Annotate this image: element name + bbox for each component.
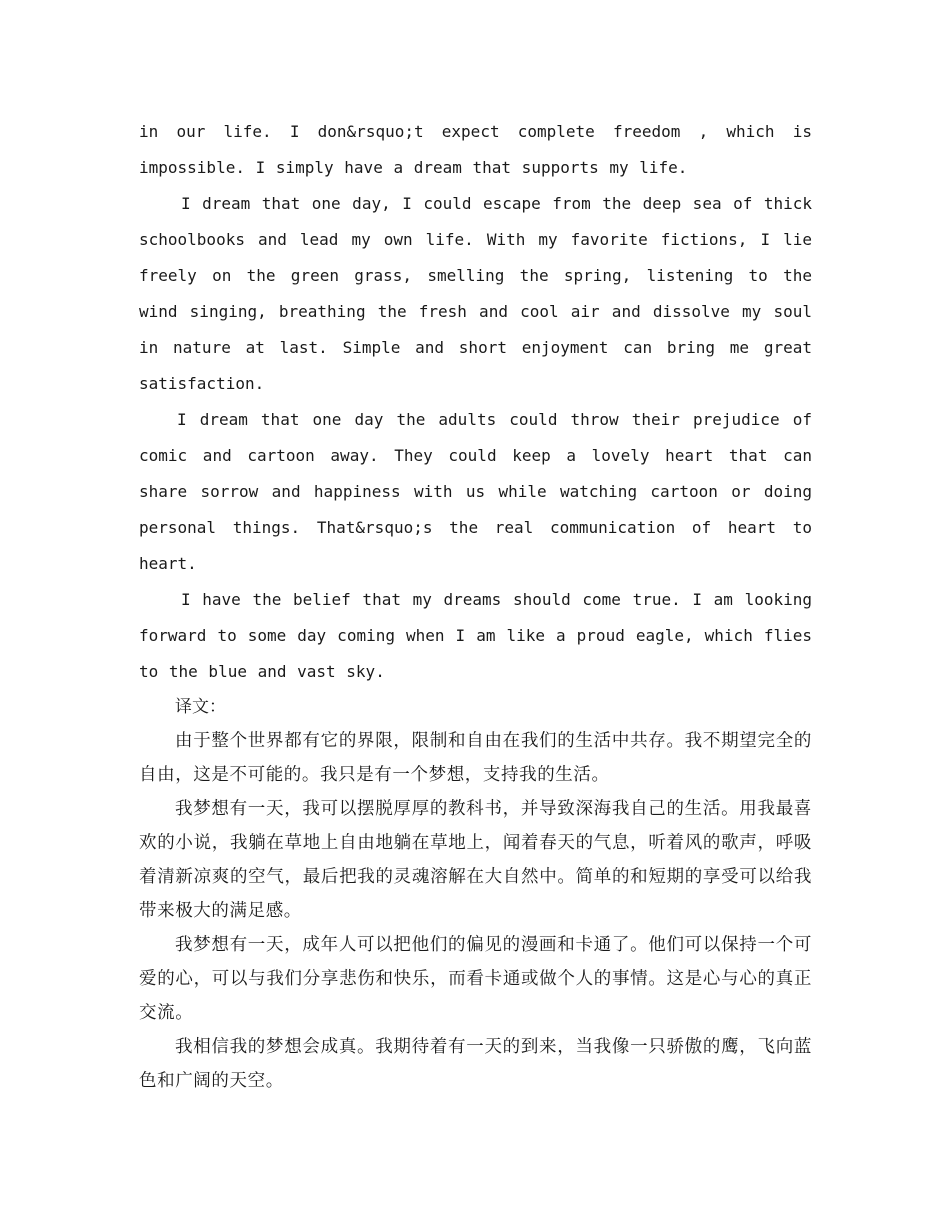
english-paragraph-3: I dream that one day the adults could throw their prejudice of comic and cartoon away. They could keep a lovely heart that can share sorrow and happiness with us while watching cartoon or doing personal things. That&rsquo;s the real communication of heart to heart.	[139, 410, 812, 573]
translation-paragraph-3: 我梦想有一天，成年人可以把他们的偏见的漫画和卡通了。他们可以保持一个可爱的心，可以与我们分享悲伤和快乐，而看卡通或做个人的事情。这是心与心的真正交流。	[139, 935, 812, 1023]
document-body	[139, 114, 812, 1098]
translation-paragraph-4: 我相信我的梦想会成真。我期待着有一天的到来，当我像一只骄傲的鹰，飞向蓝色和广阔的天空。	[139, 1037, 812, 1091]
translation-paragraph-1: 由于整个世界都有它的界限，限制和自由在我们的生活中共存。我不期望完全的自由，这是不可能的。我只是有一个梦想，支持我的生活。	[139, 731, 812, 785]
translation-heading: 译文：	[175, 697, 226, 717]
english-paragraph-4: I have the belief that my dreams should come true. I am looking forward to some day coming when I am like a proud eagle, which flies to the blue and vast sky.	[139, 590, 812, 681]
translation-paragraph-2: 我梦想有一天，我可以摆脱厚厚的教科书，并导致深海我自己的生活。用我最喜欢的小说，我躺在草地上自由地躺在草地上，闻着春天的气息，听着风的歌声，呼吸着清新凉爽的空气，最后把我的灵魂溶解在大自然中。简单的和短期的享受可以给我带来极大的满足感。	[139, 799, 812, 921]
english-paragraph-1: in our life. I don&rsquo;t expect complete freedom , which is impossible. I simply have a dream that supports my life.	[139, 122, 812, 177]
english-paragraph-2: I dream that one day, I could escape from the deep sea of thick schoolbooks and lead my own life. With my favorite fictions, I lie freely on the green grass, smelling the spring, listening to the wind singing, breathing the fresh and cool air and dissolve my soul in nature at last. Simple and short enjoyment can bring me great satisfaction.	[139, 194, 812, 393]
